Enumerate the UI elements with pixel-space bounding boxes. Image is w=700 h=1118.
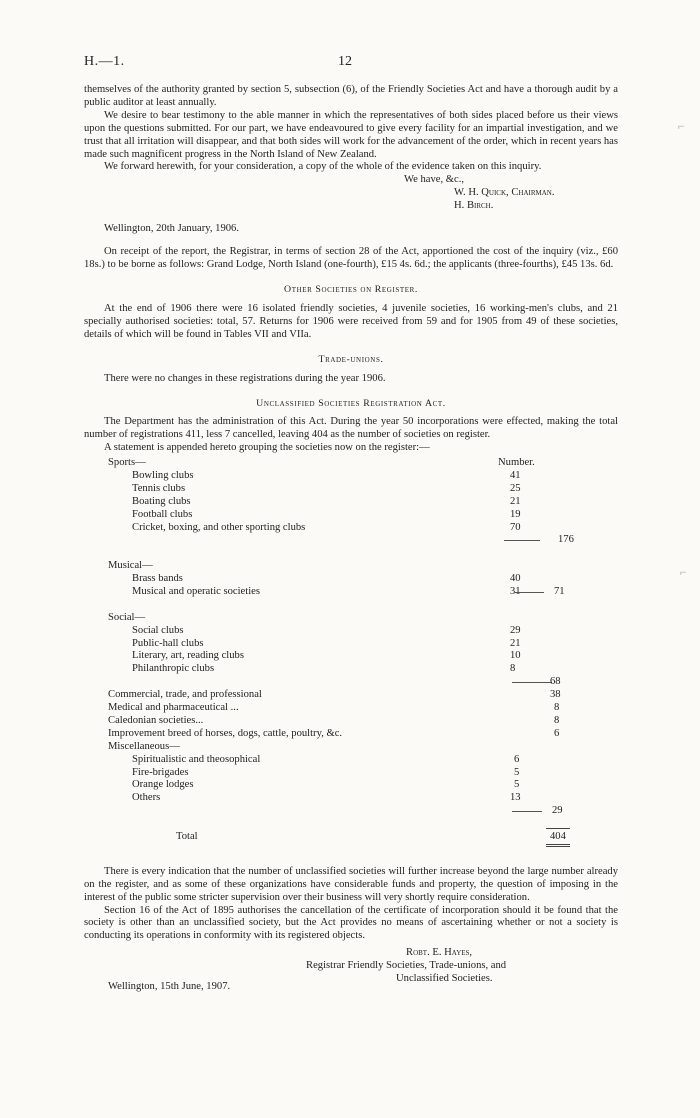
paragraph-outlook: There is every indication that the number of unclassified societies will further increase beyond the large number already on the register, and as some of these organizations have considerable funds and property, the question of imposing in the interest of the public some stricter supervision over their business will very shortly require consideration.	[84, 865, 618, 903]
table-row: Others 13	[132, 792, 521, 804]
table-row: Literary, art, reading clubs 10	[132, 650, 521, 662]
heading-other-societies: Other Societies on Register.	[284, 284, 418, 296]
total-value: 404	[550, 830, 566, 842]
subtotal-social: 68	[550, 676, 561, 688]
margin-mark: ⌐	[678, 119, 685, 133]
subtotal-row	[84, 534, 618, 547]
table-row: Musical and operatic societies 31 71	[132, 586, 565, 598]
table-row: Bowling clubs 41	[132, 470, 521, 482]
table-row: Improvement breed of horses, dogs, cattle, poultry, &c. 6	[108, 727, 560, 739]
signature-name: Robt. E. Hayes,	[406, 947, 473, 959]
closing-name-chairman: W. H. Quick, Chairman.	[454, 187, 555, 199]
date-signed: Wellington, 15th June, 1907.	[108, 981, 231, 993]
subtotal-row	[84, 676, 618, 689]
subtotal-musical: 71	[554, 586, 565, 598]
table-row: Cricket, boxing, and other sporting clubs 70	[132, 521, 521, 533]
table-row: Social clubs 29	[132, 624, 521, 636]
subtotal-row	[84, 805, 618, 818]
paragraph-cost: On receipt of the report, the Registrar, in terms of section 28 of the Act, apportioned the cost of the inquiry (viz., £60 18s.) to be borne as follows: Grand Lodge, North Island (one-fourth), £15 4s. 6d.; the applicants (three-fourths), £45 13s. 6d.	[84, 246, 618, 271]
paragraph-testimony: We desire to bear testimony to the able manner in which the representatives of both sides placed before us their views upon the questions submitted. For our part, we have endeavoured to give every facility for an impartial investigation, and we trust that all irritation will disappear, and that both sides will work for the advancement of the order, which in recent years has made such magnificent progress in the North Island of New Zealand.	[84, 109, 618, 160]
table-row: Spiritualistic and theosophical 6	[132, 753, 520, 765]
page-header	[84, 56, 618, 84]
paragraph-trade-unions: There were no changes in these registrations during the year 1906.	[104, 372, 386, 384]
date-report: Wellington, 20th January, 1906.	[104, 223, 239, 235]
table-row: Fire-brigades 5	[132, 766, 520, 778]
table-row: Medical and pharmaceutical ... 8	[108, 702, 560, 714]
committee-closing	[84, 174, 618, 214]
subtotal-misc: 29	[552, 805, 563, 817]
societies-table	[84, 457, 618, 844]
paragraph-section16: Section 16 of the Act of 1895 authorises the cancellation of the certificate of incorporation should it be found that the society is other than an unclassified society, but the Act provides no means of ascertaining whether or not a society is conducting its operations in conformity with its registered objects.	[84, 904, 618, 942]
table-row: Philanthropic clubs 8	[132, 663, 516, 675]
signature-title-line1: Registrar Friendly Societies, Trade-unions, and	[306, 960, 507, 972]
paragraph-audit: themselves of the authority granted by section 5, subsection (6), of the Friendly Societies Act and have a thorough audit by a public auditor at least annually.	[84, 84, 618, 108]
table-row: Tennis clubs 25	[132, 482, 521, 494]
table-row: Public-hall clubs 21	[132, 637, 521, 649]
group-heading-social: Social—	[108, 611, 146, 623]
paragraph-unclassified: The Department has the administration of this Act. During the year 50 incorporations were effected, making the total number of registrations 411, less 7 cancelled, leaving 404 as the number of societies on register.	[84, 416, 618, 441]
page-number: 12	[338, 54, 352, 69]
closing-we-have: We have, &c.,	[404, 174, 465, 186]
heading-unclassified: Unclassified Societies Registration Act.	[256, 397, 446, 409]
signature-title-line2: Unclassified Societies.	[396, 973, 493, 985]
table-row: Commercial, trade, and professional 38	[108, 689, 561, 701]
table-row: Football clubs 19	[132, 508, 521, 520]
paragraph-other-societies: At the end of 1906 there were 16 isolated friendly societies, 4 juvenile societies, 16 working-men's clubs, and 21 specially authorised societies: total, 57. Returns for 1906 were received from 59 and for 1905 from 49 of these societies, details of which will be found in Tables VII and VIIa.	[84, 302, 618, 340]
paragraph-statement: A statement is appended hereto grouping the societies now on the register:—	[104, 442, 430, 454]
document-page	[84, 56, 618, 1007]
heading-trade-unions: Trade-unions.	[318, 353, 384, 365]
table-row: Boating clubs 21	[132, 495, 521, 507]
group-heading-sports: Sports—	[108, 457, 146, 469]
table-row: Orange lodges 5	[132, 779, 520, 791]
table-row: Caledonian societies... 8	[108, 714, 560, 726]
margin-mark: ⌐	[680, 565, 687, 579]
paragraph-evidence: We forward herewith, for your consideration, a copy of the whole of the evidence taken on this inquiry.	[104, 161, 542, 173]
group-heading-musical: Musical—	[108, 560, 153, 572]
total-label: Total	[176, 830, 198, 842]
closing-name-member: H. Birch.	[454, 200, 494, 212]
subtotal-sports: 176	[558, 534, 574, 546]
group-heading-misc: Miscellaneous—	[108, 740, 180, 752]
total-row	[84, 831, 618, 844]
document-code: H.—1.	[84, 54, 125, 69]
table-row: Brass bands 40	[132, 573, 521, 585]
registrar-signature-block	[84, 947, 618, 1007]
column-header-number: Number.	[498, 457, 535, 469]
